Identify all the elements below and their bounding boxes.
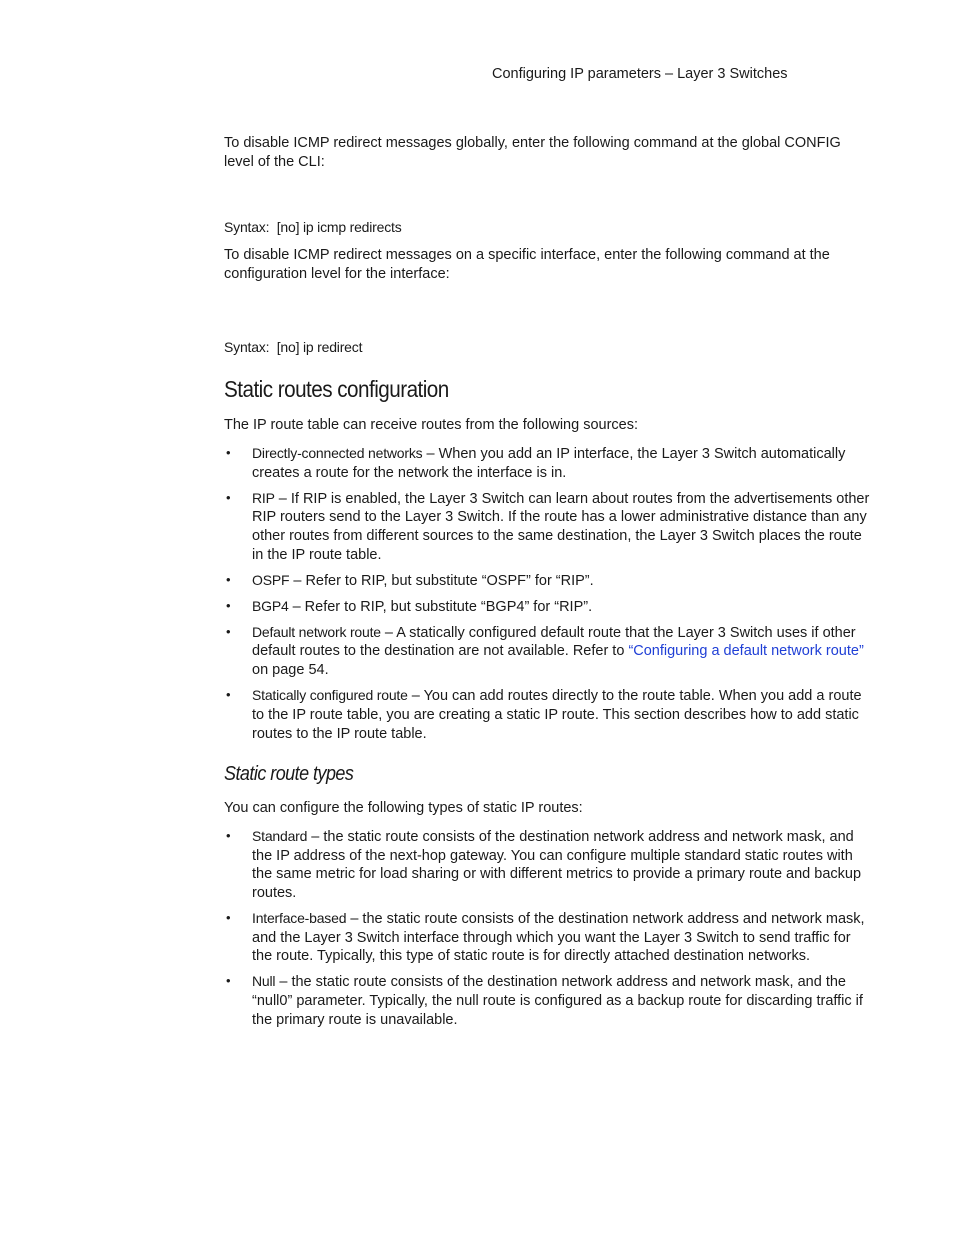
list-item-term: Directly-connected networks [252,444,423,461]
list-item-text: – the static route consists of the destination network address and network mask, and the IP address of the next-hop gateway. You can configure multiple standard static routes with the same metric for load sharing or with different metrics to provide a primary route and backup routes. [252,828,862,902]
route-sources-list [224,444,870,743]
list-item-term: RIP [252,489,275,506]
list-item-text: – You can add routes directly to the route table. When you add a route to the IP route table, you are creating a static IP route. This section describes how to add static routes to the IP route table. [252,688,862,742]
interface-disable-paragraph: To disable ICMP redirect messages on a specific interface, enter the following command at the configuration level for the interface: [224,247,830,282]
bullet-icon: • [226,687,231,703]
list-item-term: Interface-based [252,910,347,927]
list-item-text: – If RIP is enabled, the Layer 3 Switch can learn about routes from the advertisements other RIP routers send to the Layer 3 Switch. If the route has a lower administrative distance than any other routes from different sources to the same destination, the Layer 3 Switch places the route in the IP route table. [252,490,870,563]
bullet-icon: • [226,827,231,843]
list-item-term: Statically configured route [252,687,408,704]
syntax-command: ip redirect [302,338,363,355]
list-item-text: – When you add an IP interface, the Layer 3 Switch automatically creates a route for the network the interface is in. [252,445,846,481]
list-item [224,686,870,743]
close-bracket: ] [295,219,300,236]
route-types-intro: You can configure the following types of static IP routes: [224,800,583,817]
route-types-list [224,827,870,1030]
syntax-keyword-no: no [280,338,296,355]
bullet-icon: • [226,910,231,926]
list-item-term: Standard [252,827,308,844]
section-title: Static routes configuration [224,376,449,403]
list-item-term: Null [252,973,276,990]
list-item-text-after: on page 54. [252,662,329,679]
open-bracket: [ [276,219,281,236]
list-item-text: – Refer to RIP, but substitute “OSPF” for “RIP”. [289,572,594,589]
bullet-icon: • [226,597,231,613]
list-item [224,597,870,617]
list-item-text: – Refer to RIP, but substitute “BGP4” for “RIP”. [288,598,593,615]
list-item [224,909,870,966]
subsection-title: Static route types [224,763,354,786]
syntax-ip-icmp-redirects [224,218,870,237]
close-bracket: ] [295,338,300,355]
syntax-ip-redirect [224,338,870,357]
running-header: Configuring IP parameters – Layer 3 Switches [492,66,788,82]
list-item [224,827,870,903]
syntax-label: Syntax: [224,219,270,236]
syntax-command: ip icmp redirects [302,219,402,236]
list-item [224,972,870,1029]
list-item [224,489,870,565]
page-content [224,134,870,1036]
bullet-icon: • [226,973,231,989]
bullet-icon: • [226,444,231,460]
configuring-default-network-route-link[interactable]: “Configuring a default network route” [628,643,864,660]
list-item-term: OSPF [252,571,290,588]
list-item-term: BGP4 [252,597,289,614]
bullet-icon: • [226,571,231,587]
list-item [224,444,870,482]
route-sources-intro: The IP route table can receive routes from the following sources: [224,417,639,434]
bullet-icon: • [226,489,231,505]
bullet-icon: • [226,623,231,639]
list-item-text: – the static route consists of the destination network address and network mask, and the “null0” parameter. Typically, the null route is configured as a backup route for discarding traffic if the primary route is unavailable. [252,974,863,1028]
list-item-text: – the static route consists of the destination network address and network mask, and the Layer 3 Switch interface through which you want the Layer 3 Switch to send traffic for the route. Typically, this type of static route is for directly attached destination networks. [252,911,865,965]
list-item-text: – A statically configured default route that the Layer 3 Switch uses if other default routes to the destination are not available. Refer to [252,624,856,660]
syntax-keyword-no: no [280,219,296,236]
list-item-term: Default network route [252,623,381,640]
syntax-label: Syntax: [224,338,270,355]
open-bracket: [ [276,338,281,355]
global-disable-paragraph: To disable ICMP redirect messages globally, enter the following command at the global CONFIG level of the CLI: [224,135,841,170]
list-item [224,623,870,680]
list-item [224,571,870,591]
